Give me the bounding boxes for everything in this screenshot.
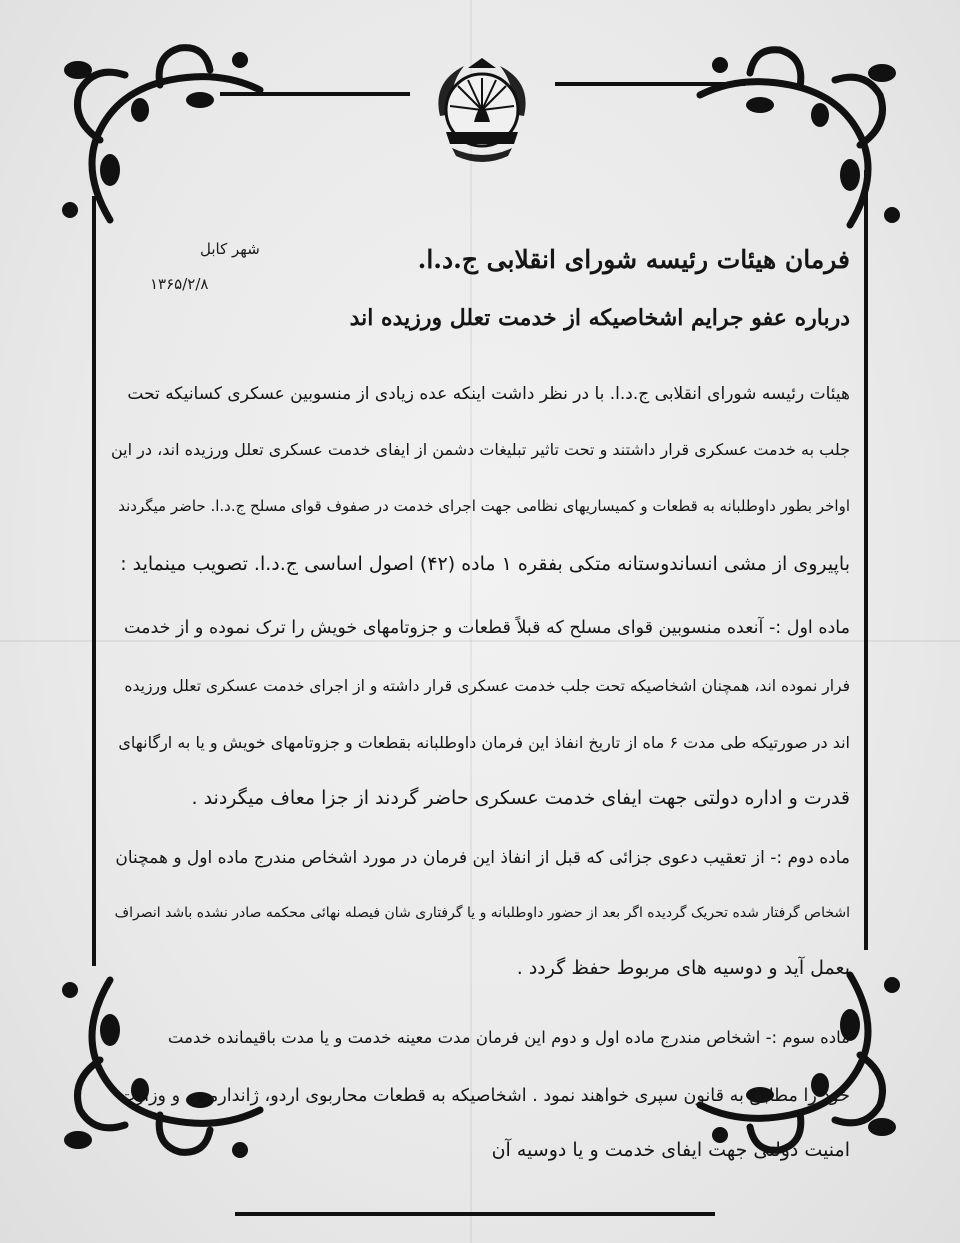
city-label: شهر کابل [200,240,260,258]
text-line: جلب به خدمت عسکری قرار داشتند و تحت تاثیر تبلیغات دشمن از ایفای خدمت عسکری تعلل ورزیده اند، در این [110,440,850,459]
frame-left [92,196,96,966]
text-line: باپیروی از مشی انساندوستانه متکی بفقره ۱ ماده (۴۲) اصول اساسی ج.د.ا. تصویب مینماید : [120,553,850,575]
text-line: اواخر بطور داوطلبانه به قطعات و کمیساریهای نظامی جهت اجرای خدمت در صفوف قوای مسلح ج.د.ا. حاضر میگردند [118,497,850,515]
date-label: ۱۳۶۵/۲/۸ [150,275,209,293]
text-line: فرار نموده اند، همچنان اشخاصیکه تحت جلب خدمت عسکری قرار داشته و از اجرای خدمت عسکری تعلل ورزیده [124,677,850,695]
page-subtitle: درباره عفو جرایم اشخاصیکه از خدمت تعلل ورزیده اند [349,305,850,331]
text-line: اند در صورتیکه طی مدت ۶ ماه از تاریخ انفاذ این فرمان داوطلبانه بقطعات و جزوتامهای خویش و یا به ارگانهای [118,733,850,752]
text-line: ماده سوم :- اشخاص مندرج ماده اول و دوم این فرمان مدت معینه خدمت و یا مدت باقیمانده خدمت [167,1028,850,1047]
text-line: اشخاص گرفتار شده تحریک گردیده اگر بعد از حضور داوطلبانه و یا گرفتاری شان فیصله نهائی محکمه صادر نشده باشد انصراف [114,905,850,921]
text-line: امنیت دولتی جهت ایفای خدمت و یا دوسیه آن [491,1139,850,1161]
text-line: هیئات رئیسه شورای انقلابی ج.د.ا. با در نظر داشت اینکه عده زیادی از منسوبین عسکری کسانیکه تحت [127,384,850,404]
floral-corner-ornament [670,25,920,245]
frame-right [864,170,868,950]
text-line: قدرت و اداره دولتی جهت ایفای خدمت عسکری حاضر گردند از جزا معاف میگردند . [191,787,850,809]
text-line: ماده اول :- آنعده منسوبین قوای مسلح که قبلاً قطعات و جزوتامهای خویش را ترک نموده و از خدمت [123,618,850,638]
text-line: ماده دوم :- از تعقیب دعوی جزائی که قبل از انفاذ این فرمان در مورد اشخاص مندرج ماده اول و همچنان [115,848,850,868]
text-line: بعمل آید و دوسیه های مربوط حفظ گردد . [516,957,850,979]
decree-text [110,225,850,1185]
state-emblem-icon [418,52,546,170]
frame-bottom [235,1212,715,1216]
text-line: خود را مطابق به قانون سپری خواهند نمود . اشخاصیکه به قطعات محاربوی اردو، ژاندارمری و وزارت [119,1086,850,1106]
floral-corner-ornament [40,30,290,250]
page-title: فرمان هیئات رئیسه شورای انقلابی ج.د.ا. [417,245,850,274]
